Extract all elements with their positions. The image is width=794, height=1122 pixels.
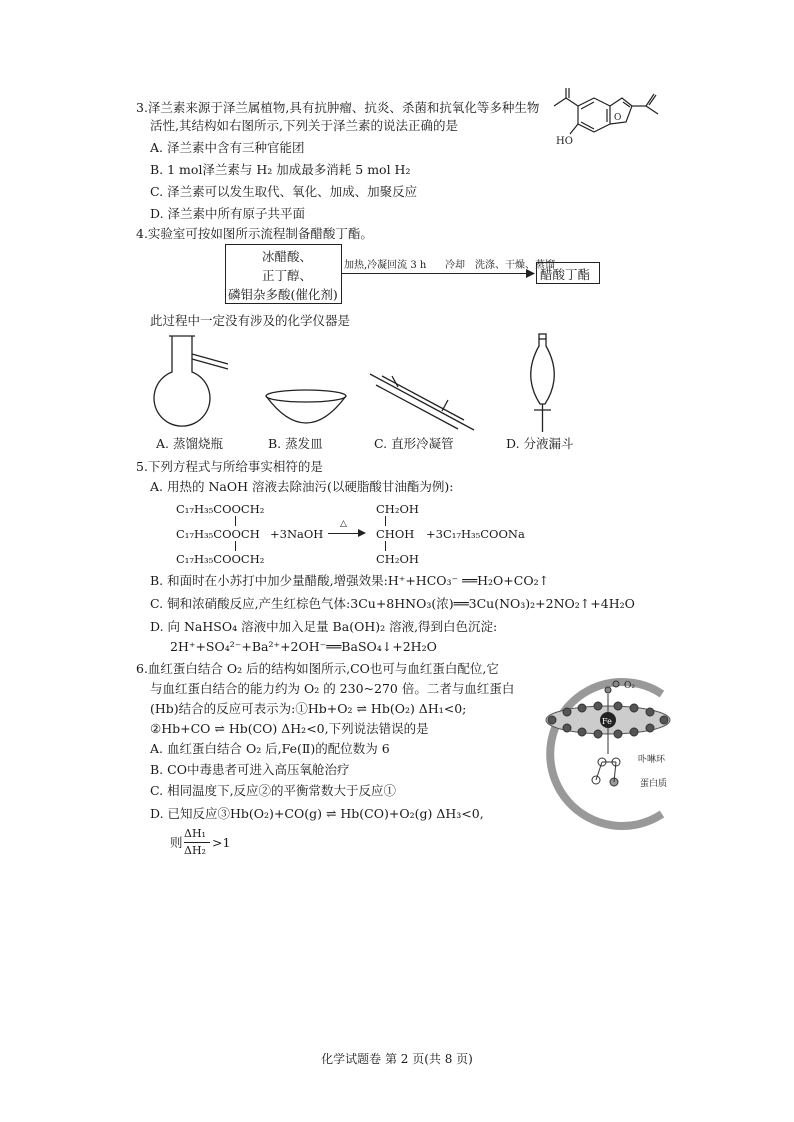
q4-option-c: C. 直形冷凝管	[374, 436, 454, 451]
q3-option-d: D. 泽兰素中所有原子共平面	[150, 206, 306, 221]
soap-term: +3C₁₇H₃₅COONa	[426, 527, 525, 541]
fig-porphyrin-label: 卟啉环	[638, 755, 666, 765]
ester-line-1: C₁₇H₃₅COOCH₂	[176, 502, 265, 516]
evaporating-dish-icon	[262, 388, 352, 433]
q3-option-b: B. 1 mol泽兰素与 H₂ 加成最多消耗 5 mol H₂	[150, 162, 411, 177]
q5-stem: 5.下列方程式与所给事实相符的是	[136, 459, 323, 474]
straight-condenser-icon	[368, 370, 478, 436]
fraction-denominator: ΔH₂	[184, 844, 206, 857]
fig-o2-label: O₂	[624, 681, 635, 691]
q5-option-b: B. 和面时在小苏打中加少量醋酸,增强效果:H⁺+HCO₃⁻ ══H₂O+CO₂↑	[150, 573, 550, 588]
heat-symbol: △	[340, 519, 347, 529]
q6-d-suffix: >1	[212, 835, 231, 850]
zelanin-structure	[548, 88, 688, 158]
q6-option-a: A. 血红蛋白结合 O₂ 后,Fe(Ⅱ)的配位数为 6	[150, 741, 390, 756]
product-label: 醋酸丁酯	[540, 267, 591, 282]
q6-option-d: D. 已知反应③Hb(O₂)+CO(g) ⇌ Hb(CO)+O₂(g) ΔH₃<0,	[150, 806, 484, 821]
q4-option-a: A. 蒸馏烧瓶	[156, 436, 223, 451]
ester-line-2: C₁₇H₃₅COOCH	[176, 527, 260, 541]
separatory-funnel-icon	[518, 332, 568, 437]
distillation-flask-icon	[148, 332, 238, 437]
product-box	[536, 262, 600, 284]
q5-option-a: A. 用热的 NaOH 溶液去除油污(以硬脂酸甘油酯为例):	[150, 479, 454, 494]
glycerol-line-2: CHOH	[376, 527, 415, 541]
q4-option-b: B. 蒸发皿	[268, 436, 323, 451]
ester-line-3: C₁₇H₃₅COOCH₂	[176, 552, 265, 566]
q6-stem-line4: ②Hb+CO ⇌ Hb(CO) ΔH₂<0,下列说法错误的是	[150, 721, 429, 736]
naoh-term: +3NaOH	[270, 527, 324, 541]
q6-stem-line3: (Hb)结合的反应可表示为:①Hb+O₂ ⇌ Hb(O₂) ΔH₁<0;	[150, 701, 467, 716]
q5-option-d-equation: 2H⁺+SO₄²⁻+Ba²⁺+2OH⁻══BaSO₄↓+2H₂O	[170, 639, 437, 654]
reagent-3: 磷钼杂多酸(催化剂)	[228, 287, 338, 302]
q6-option-c: C. 相同温度下,反应②的平衡常数大于反应①	[150, 783, 397, 798]
q6-stem-line2: 与血红蛋白结合的能力约为 O₂ 的 230~270 倍。二者与血红蛋白	[150, 681, 515, 696]
glycerol-line-3: CH₂OH	[376, 552, 419, 566]
flow-step-2: 冷却	[445, 260, 465, 271]
fig-protein-label: 蛋白质	[640, 779, 668, 789]
q4-stem: 4.实验室可按如图所示流程制备醋酸丁酯。	[136, 226, 373, 241]
flow-step-3: 洗涤、干燥、蒸馏	[475, 260, 555, 271]
reagent-1: 冰醋酸、	[262, 249, 313, 264]
q3-option-a: A. 泽兰素中含有三种官能团	[150, 140, 305, 155]
q6-option-b: B. CO中毒患者可进入高压氧舱治疗	[150, 762, 350, 777]
q3-option-c: C. 泽兰素可以发生取代、氧化、加成、加聚反应	[150, 184, 418, 199]
svg-text:O: O	[614, 113, 622, 123]
q6-d-prefix: 则	[170, 835, 183, 850]
q4-option-d: D. 分液漏斗	[506, 436, 574, 451]
mol-ho-label: HO	[556, 136, 573, 147]
hemoglobin-structure	[522, 664, 682, 844]
reagent-2: 正丁醇、	[262, 268, 313, 283]
q4-question: 此过程中一定没有涉及的化学仪器是	[150, 313, 351, 328]
q6-stem-line1: 6.血红蛋白结合 O₂ 后的结构如图所示,CO也可与血红蛋白配位,它	[136, 661, 499, 676]
page-footer: 化学试题卷 第 2 页(共 8 页)	[321, 1052, 473, 1066]
fig-fe-label: Fe	[602, 717, 612, 726]
reagent-box	[225, 244, 342, 304]
q3-stem-line2: 活性,其结构如右图所示,下列关于泽兰素的说法正确的是	[150, 118, 458, 133]
q5-option-c: C. 铜和浓硝酸反应,产生红棕色气体:3Cu+8HNO₃(浓)══3Cu(NO₃)₂+2NO₂↑+4H₂O	[150, 596, 635, 611]
fraction-numerator: ΔH₁	[184, 827, 206, 840]
flow-step-1: 加热,冷凝回流 3 h	[344, 260, 427, 271]
glycerol-line-1: CH₂OH	[376, 502, 419, 516]
q3-stem-line1: 3.泽兰素来源于泽兰属植物,具有抗肿瘤、抗炎、杀菌和抗氧化等多种生物	[136, 100, 540, 115]
q5-option-d: D. 向 NaHSO₄ 溶液中加入足量 Ba(OH)₂ 溶液,得到白色沉淀:	[150, 619, 498, 634]
